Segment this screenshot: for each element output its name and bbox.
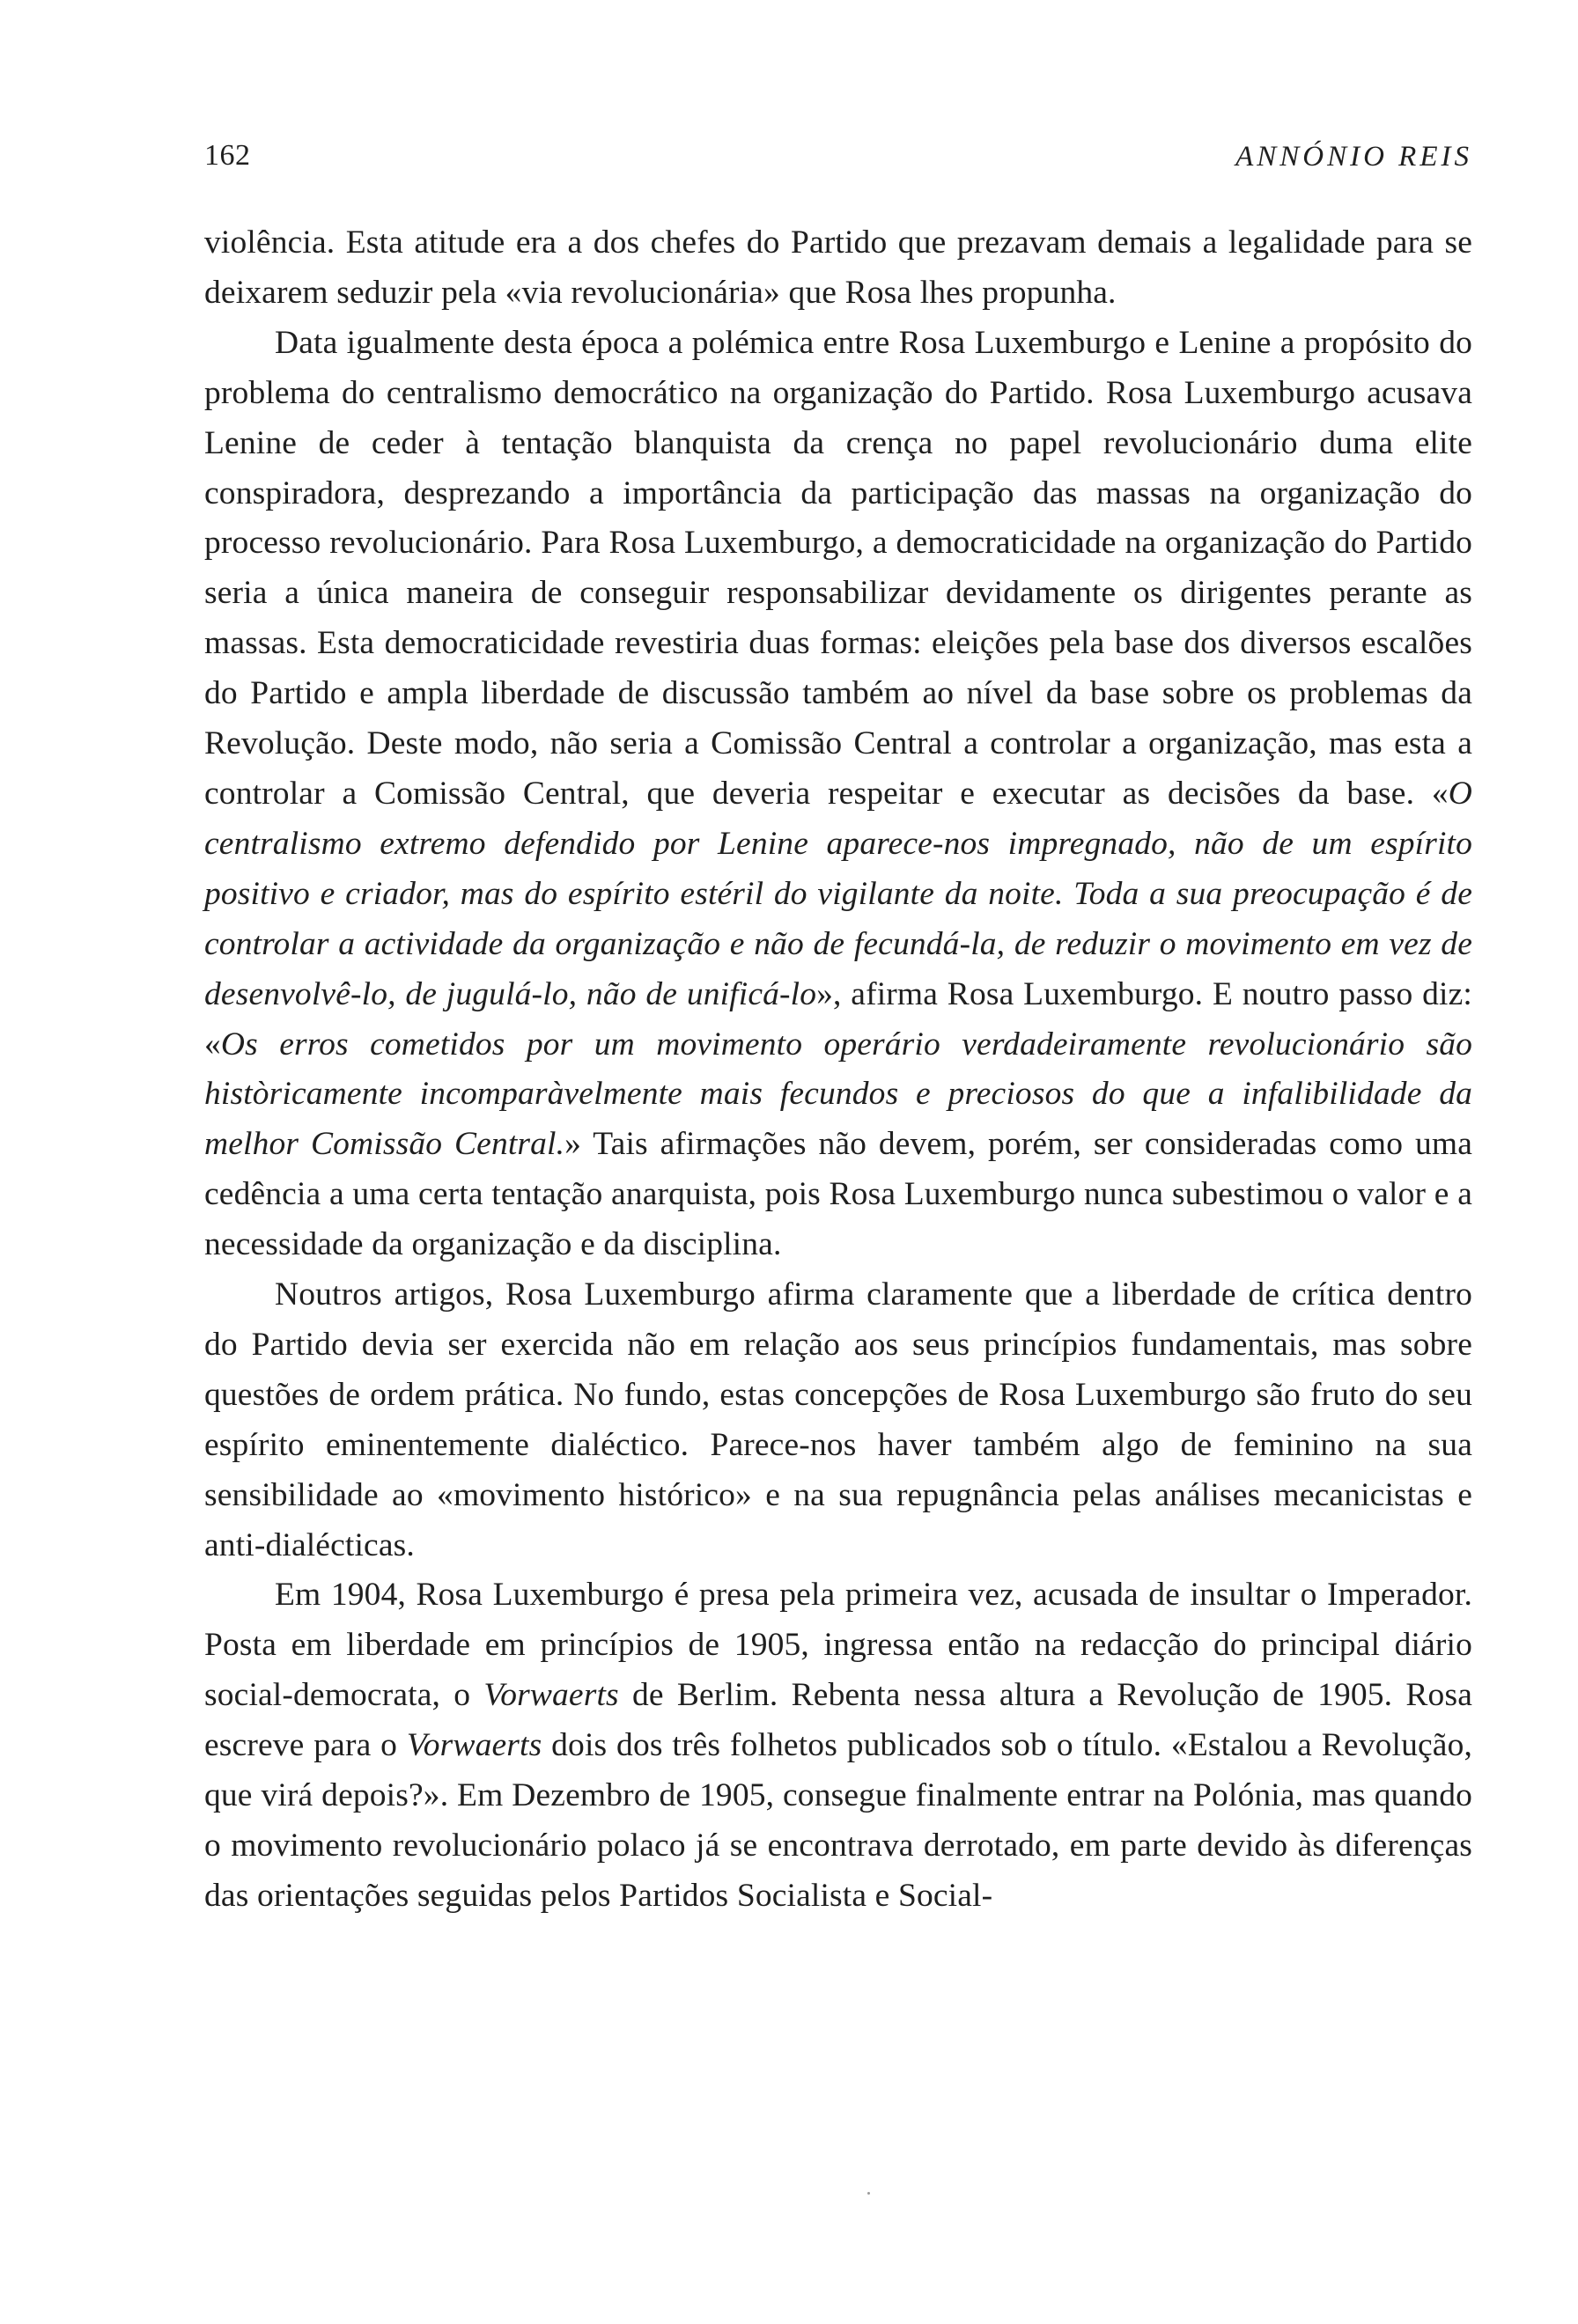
paragraph-1-text: violência. Esta atitude era a dos chefes do Partido que prezavam demais a legalidade para se deixarem seduzir pela «via revolucionária» que Rosa lhes propunha. (204, 224, 1472, 311)
running-head: ANNÓNIO REIS (1235, 141, 1472, 173)
quote-centralism: O centralismo extremo defendido por Lenine aparece-nos impregnado, não de um espírito positivo e criador, mas do espírito estéril do vigilante da noite. Toda a sua preocupação é de controlar a actividade da organização e não de fecundá-la, de reduzir o movimento em vez de desenvolvê-lo, de jugulá-lo, não de unificá-lo (204, 775, 1472, 1012)
body-text (204, 218, 1472, 1922)
page-header (204, 139, 1472, 183)
paragraph-4-text-b: de Berlim. Rebenta nessa altura a Revolução de 1905. Rosa escreve para o (204, 1677, 1472, 1764)
paragraph-4-text-c: dois dos três folhetos publicados sob o título. «Estalou a Revolução, que virá depois?». Em Dezembro de 1905, consegue finalmente entrar na Polónia, mas quando o movimento revolucionário polaco já se encontrava derrotado, em parte devido às diferenças das orientações seguidas pelos Partidos Socialista e Social- (204, 1727, 1472, 1914)
paragraph-2-text-c: » Tais afirmações não devem, porém, ser consideradas como uma cedência a uma certa tentação anarquista, pois Rosa Luxemburgo nunca subestimou o valor e a necessidade da organização e da disciplina. (204, 1126, 1473, 1263)
paragraph-4 (204, 1570, 1472, 1921)
paragraph-3-text: Noutros artigos, Rosa Luxemburgo afirma claramente que a liberdade de crítica dentro do Partido devia ser exercida não em relação aos seus princípios fundamentais, mas sobre questões de ordem prática. No fundo, estas concepções de Rosa Luxemburgo são fruto do seu espírito eminentemente dialéctico. Parece-nos haver também algo de feminino na sua sensibilidade ao «movimento histórico» e na sua repugnância pelas análises mecanicistas e anti-dialécticas. (204, 1276, 1472, 1563)
paper-speck (867, 2192, 870, 2195)
paragraph-4-text-a: Em 1904, Rosa Luxemburgo é presa pela primeira vez, acusada de insultar o Imperador. Posta em liberdade em princípios de 1905, ingressa então na redacção do principal diário social-democrata, o (204, 1577, 1472, 1714)
paragraph-3 (204, 1270, 1472, 1570)
paragraph-2-text-a: Data igualmente desta época a polémica entre Rosa Luxemburgo e Lenine a propósito do problema do centralismo democrático na organização do Partido. Rosa Luxemburgo acusava Lenine de ceder à tentação blanquista da crença no papel revolucionário duma elite conspiradora, desprezando a importância da participação das massas na organização do processo revolucionário. Para Rosa Luxemburgo, a democraticidade na organização do Partido seria a única maneira de conseguir responsabilizar devidamente os dirigentes perante as massas. Esta democraticidade revestiria duas formas: eleições pela base dos diversos escalões do Partido e ampla liberdade de discussão também ao nível da base sobre os problemas da Revolução. Deste modo, não seria a Comissão Central a controlar a organização, mas esta a controlar a Comissão Central, que deveria respeitar e executar as decisões da base. « (204, 324, 1472, 812)
newspaper-title: Vorwaerts (406, 1727, 542, 1764)
page-number: 162 (204, 139, 251, 172)
quote-errors: Os erros cometidos por um movimento operário verdadeiramente revolucionário são històricamente incomparàvelmente mais fecundos e preciosos do que a infalibilidade da melhor Comissão Central. (204, 1026, 1472, 1163)
paragraph-2-text-b: », afirma Rosa Luxemburgo. E noutro passo diz: « (204, 975, 1472, 1063)
paragraph-1 (204, 218, 1472, 319)
newspaper-title: Vorwaerts (483, 1677, 619, 1714)
paragraph-2 (204, 319, 1472, 1270)
